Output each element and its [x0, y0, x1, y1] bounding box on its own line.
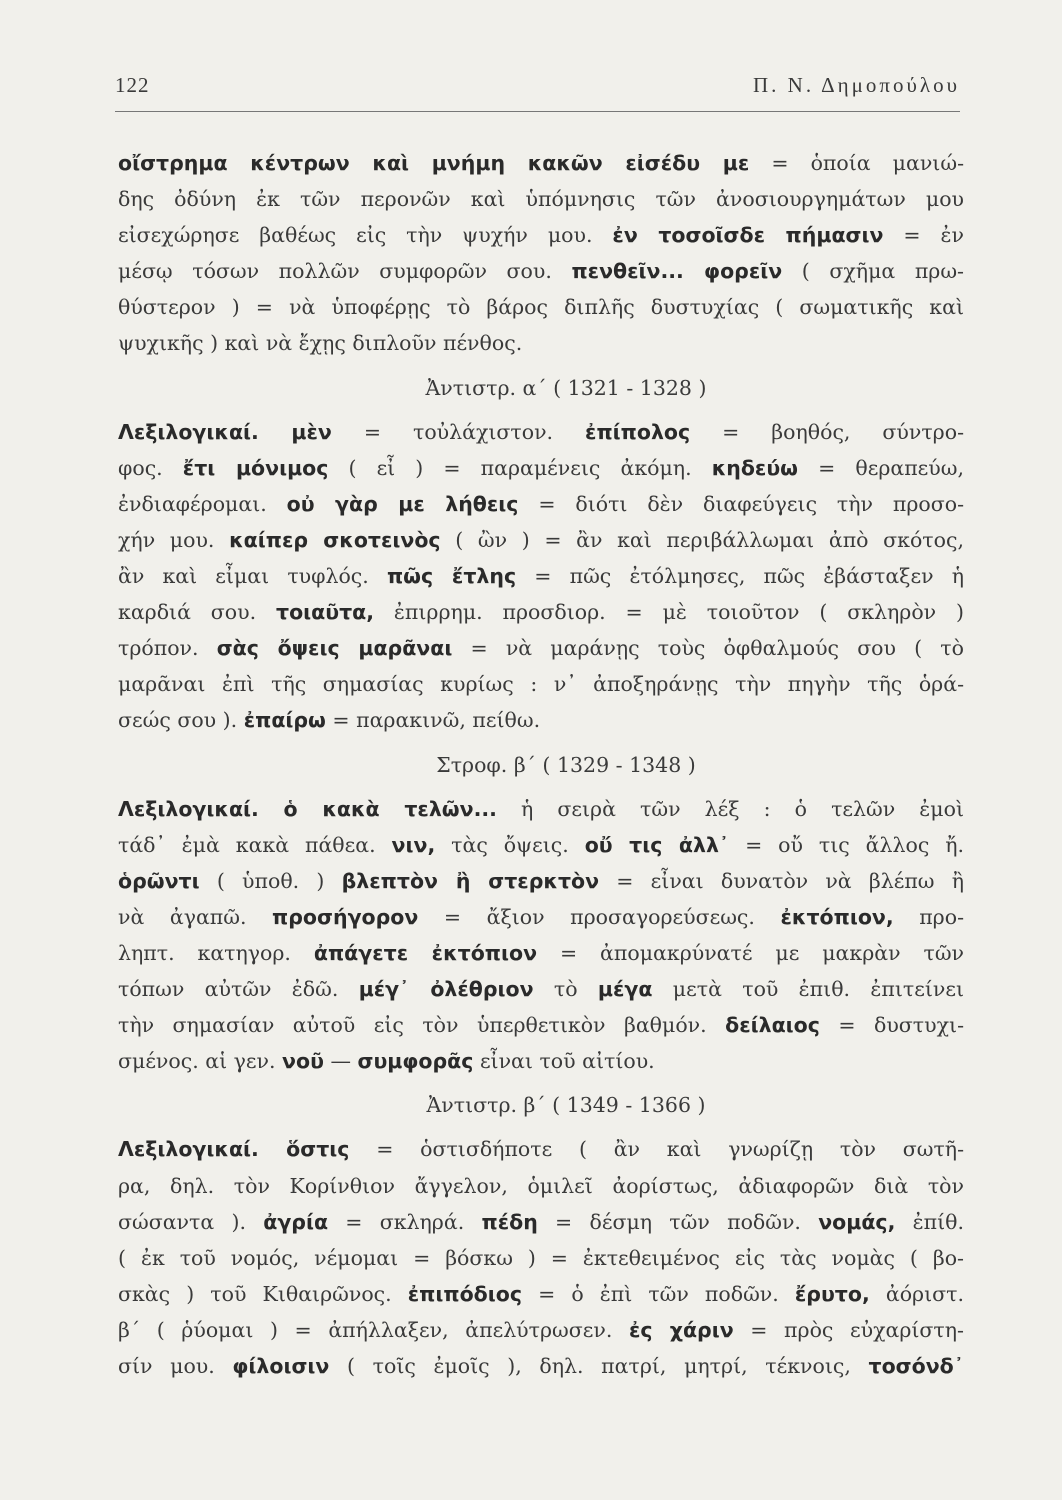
gloss-text: ( σχῆμα πρω-: [782, 259, 964, 284]
lemma-term: ἀπάγετε ἐκτόπιον: [313, 940, 538, 965]
section-heading: Ἀντιστρ. α΄ ( 1321 - 1328 ): [425, 375, 707, 400]
gloss-text: = τοὐλάχιστον.: [331, 419, 586, 444]
gloss-text: τόπων αὐτῶν ἐδῶ.: [118, 977, 359, 1002]
gloss-text: ἀόριστ.: [869, 1281, 964, 1306]
lemma-term: ἔτι μόνιμος: [182, 455, 329, 480]
page-header: [115, 73, 960, 113]
section-heading: Στροφ. β΄ ( 1329 - 1348 ): [436, 752, 696, 777]
gloss-text: ἡ σειρὰ τῶν λέξ : ὁ τελῶν ἐμοὶ: [496, 796, 964, 821]
gloss-text: = ὁστισδήποτε ( ἂν καὶ γνωρίζῃ τὸν σωτῆ-: [349, 1137, 965, 1162]
lemma-term: ἔρυτο,: [794, 1281, 870, 1306]
gloss-text: = δυστυχι-: [819, 1013, 964, 1038]
lemma-term: ἐκτόπιον,: [780, 904, 894, 929]
gloss-text: τρόπον.: [118, 636, 217, 661]
text-line: [118, 1240, 964, 1276]
gloss-text: χήν μου.: [118, 527, 230, 552]
gloss-text: = πρὸς εὐχαρίστη-: [733, 1317, 964, 1342]
gloss-text: ἐπιρρημ. προσδιορ. = μὲ τοιοῦτον ( σκληρὸν ): [374, 600, 965, 625]
gloss-text: εἶναι τοῦ αἰτίου.: [473, 1049, 655, 1074]
lemma-term: νιν,: [391, 832, 436, 857]
lemma-term: ἀγρία: [263, 1209, 329, 1234]
lemma-term: συμφορᾶς: [357, 1049, 474, 1074]
text-line: [118, 1131, 964, 1167]
lemma-term: καίπερ σκοτεινὸς: [229, 527, 441, 552]
gloss-text: = δέσμη τῶν ποδῶν.: [537, 1209, 819, 1234]
text-line: [118, 325, 964, 361]
lemma-term: βλεπτὸν ἢ στερκτὸν: [341, 868, 600, 893]
gloss-text: τάδ᾽ ἐμὰ κακὰ πάθεα.: [118, 832, 392, 857]
gloss-text: = οὔ τις ἄλλος ἤ.: [729, 832, 965, 857]
gloss-text: ρα, δηλ. τὸν Κορίνθιον ἄγγελον, ὁμιλεῖ ἀορίστως, ἀδιαφορῶν διὰ τὸν: [118, 1173, 964, 1198]
paragraph: [118, 414, 964, 739]
text-line: [118, 414, 964, 450]
text-line: [118, 630, 964, 666]
text-line: [118, 1276, 964, 1312]
body-text: [118, 145, 964, 1384]
gloss-text: ἐπίθ.: [895, 1209, 964, 1234]
text-line: [118, 863, 964, 899]
gloss-text: = εἶναι δυνατὸν νὰ βλέπω ἢ: [599, 868, 964, 893]
gloss-text: = ἄξιον προσαγορεύσεως.: [418, 904, 781, 929]
lemma-term: ἐς χάριν: [628, 1317, 734, 1342]
text-line: [118, 558, 964, 594]
text-line: [118, 702, 964, 738]
gloss-text: ( ὢν ) = ἂν καὶ περιβάλλωμαι ἀπὸ σκότος,: [440, 527, 964, 552]
text-line: [118, 1043, 964, 1079]
gloss-text: = νὰ μαράνῃς τοὺς ὀφθαλμούς σου ( τὸ: [452, 636, 964, 661]
gloss-text: σίν μου.: [118, 1354, 233, 1378]
text-line: [118, 450, 964, 486]
lemma-term: νομάς,: [818, 1209, 896, 1234]
gloss-text: προ-: [893, 904, 964, 929]
gloss-text: σώσαντα ).: [118, 1209, 264, 1234]
lemma-term: ἐπίπολος: [585, 419, 691, 444]
text-line: [118, 666, 964, 702]
lemma-term: ἐν τοσοῖσδε πήμασιν: [612, 223, 884, 248]
section-heading: Ἀντιστρ. β΄ ( 1349 - 1366 ): [426, 1093, 706, 1118]
gloss-text: ψυχικῆς ) καὶ νὰ ἔχῃς διπλοῦν πένθος.: [118, 331, 523, 356]
gloss-text: σεώς σου ).: [118, 708, 244, 733]
text-line: [118, 899, 964, 935]
lemma-term: τοσόνδ᾽: [868, 1354, 964, 1378]
gloss-text: ( τοῖς ἐμοῖς ), δηλ. πατρί, μητρί, τέκνοις,: [329, 1354, 869, 1378]
lemma-term: Λεξιλογικαί. μὲν: [118, 419, 332, 444]
gloss-text: = σκληρά.: [328, 1209, 482, 1234]
lemma-term: ὁρῶντι: [118, 868, 200, 893]
gloss-text: ἂν καὶ εἶμαι τυφλός.: [118, 564, 387, 589]
gloss-text: = διότι δὲν διαφεύγεις τὴν προσο-: [518, 491, 964, 516]
text-line: [118, 181, 964, 217]
page-number: 122: [115, 73, 150, 97]
text-line: [118, 1007, 964, 1043]
text-line: [118, 827, 964, 863]
lemma-term: ἐπαίρω: [243, 708, 326, 733]
lemma-term: σὰς ὄψεις μαρᾶναι: [216, 636, 453, 661]
gloss-text: σκὰς ) τοῦ Κιθαιρῶνος.: [118, 1281, 408, 1306]
gloss-text: φος.: [118, 455, 183, 480]
gloss-text: δης ὀδύνη ἐκ τῶν περονῶν καὶ ὑπόμνησις τῶν ἀνοσιουργημάτων μου: [118, 187, 964, 212]
gloss-text: εἰσεχώρησε βαθέως εἰς τὴν ψυχήν μου.: [118, 223, 613, 248]
gloss-text: καρδιά σου.: [118, 600, 276, 625]
text-line: [118, 145, 964, 181]
lemma-term: πῶς ἔτλης: [386, 564, 517, 589]
running-head: Π. Ν. Δημοπούλου: [753, 73, 960, 97]
text-line: [118, 791, 964, 827]
lemma-term: οἴστρημα κέντρων καὶ μνήμη κακῶν εἰσέδυ με: [118, 151, 750, 175]
gloss-text: = ἀπομακρύνατέ με μακρὰν τῶν: [537, 940, 964, 965]
gloss-text: νὰ ἀγαπῶ.: [118, 904, 273, 929]
gloss-text: = ὁποία μανιώ-: [749, 151, 964, 175]
text-line: [118, 1204, 964, 1240]
gloss-text: = θεραπεύω,: [798, 455, 964, 480]
lemma-term: μέγα: [597, 977, 653, 1002]
gloss-text: ληπτ. κατηγορ.: [118, 940, 314, 965]
gloss-text: τὰς ὄψεις.: [435, 832, 585, 857]
lemma-term: φίλοισιν: [232, 1354, 330, 1378]
gloss-text: = πῶς ἐτόλμησες, πῶς ἐβάσταξεν ἡ: [516, 564, 964, 589]
gloss-text: μαρᾶναι ἐπὶ τῆς σημασίας κυρίως : ν᾽ ἀποξηράνῃς τὴν πηγὴν τῆς ὁρά-: [118, 672, 964, 697]
lemma-term: πέδη: [481, 1209, 538, 1234]
lemma-term: οὔ τις ἀλλ᾽: [584, 832, 730, 857]
text-line: [118, 486, 964, 522]
text-line: [118, 217, 964, 253]
lemma-term: Λεξιλογικαί. ὁ κακὰ τελῶν...: [118, 796, 497, 821]
lemma-term: πενθεῖν... φορεῖν: [571, 259, 783, 284]
lemma-term: Λεξιλογικαί. ὅστις: [118, 1137, 350, 1162]
gloss-text: τὸ: [533, 977, 598, 1002]
lemma-term: ἐπιπόδιος: [407, 1281, 522, 1306]
gloss-text: σμένος. αἱ γεν.: [118, 1049, 283, 1074]
gloss-text: = ἐν: [883, 223, 964, 248]
gloss-text: = παρακινῶ, πείθω.: [325, 708, 541, 733]
gloss-text: μετὰ τοῦ ἐπιθ. ἐπιτείνει: [652, 977, 965, 1002]
text-line: [118, 289, 964, 325]
gloss-text: θύστερον ) = νὰ ὑποφέρῃς τὸ βάρος διπλῆς δυστυχίας ( σωματικῆς καὶ: [118, 295, 964, 320]
text-line: [118, 594, 964, 630]
gloss-text: = ὁ ἐπὶ τῶν ποδῶν.: [521, 1281, 795, 1306]
gloss-text: ( εἶ ) = παραμένεις ἀκόμη.: [328, 455, 712, 480]
paragraph: [118, 791, 964, 1080]
paragraph: [118, 1131, 964, 1384]
lemma-term: τοιαῦτα,: [276, 600, 375, 625]
gloss-text: ( ὑποθ. ): [199, 868, 342, 893]
text-line: [118, 1312, 964, 1348]
gloss-text: = βοηθός, σύντρο-: [690, 419, 964, 444]
header-rule: [115, 111, 960, 112]
lemma-term: μέγ᾽ ὀλέθριον: [358, 977, 534, 1002]
text-line: [118, 1168, 964, 1204]
gloss-text: μέσῳ τόσων πολλῶν συμφορῶν σου.: [118, 259, 572, 284]
paragraph: [118, 145, 964, 362]
gloss-text: ( ἐκ τοῦ νομός, νέμομαι = βόσκω ) = ἐκτεθειμένος εἰς τὰς νομὰς ( βο-: [118, 1245, 964, 1270]
gloss-text: ἐνδιαφέρομαι.: [118, 491, 287, 516]
text-line: [118, 1348, 964, 1384]
gloss-text: β΄ ( ῥύομαι ) = ἀπήλλαξεν, ἀπελύτρωσεν.: [118, 1317, 629, 1342]
lemma-term: νοῦ: [282, 1049, 324, 1074]
text-line: [118, 935, 964, 971]
lemma-term: κηδεύω: [711, 455, 799, 480]
lemma-term: οὐ γὰρ με λήθεις: [286, 491, 519, 516]
text-line: [118, 253, 964, 289]
lemma-term: προσήγορον: [272, 904, 419, 929]
gloss-text: τὴν σημασίαν αὐτοῦ εἰς τὸν ὑπερθετικὸν βαθμόν.: [118, 1013, 726, 1038]
lemma-term: δείλαιος: [725, 1013, 820, 1038]
gloss-text: —: [323, 1049, 358, 1074]
text-line: [118, 522, 964, 558]
text-line: [118, 971, 964, 1007]
